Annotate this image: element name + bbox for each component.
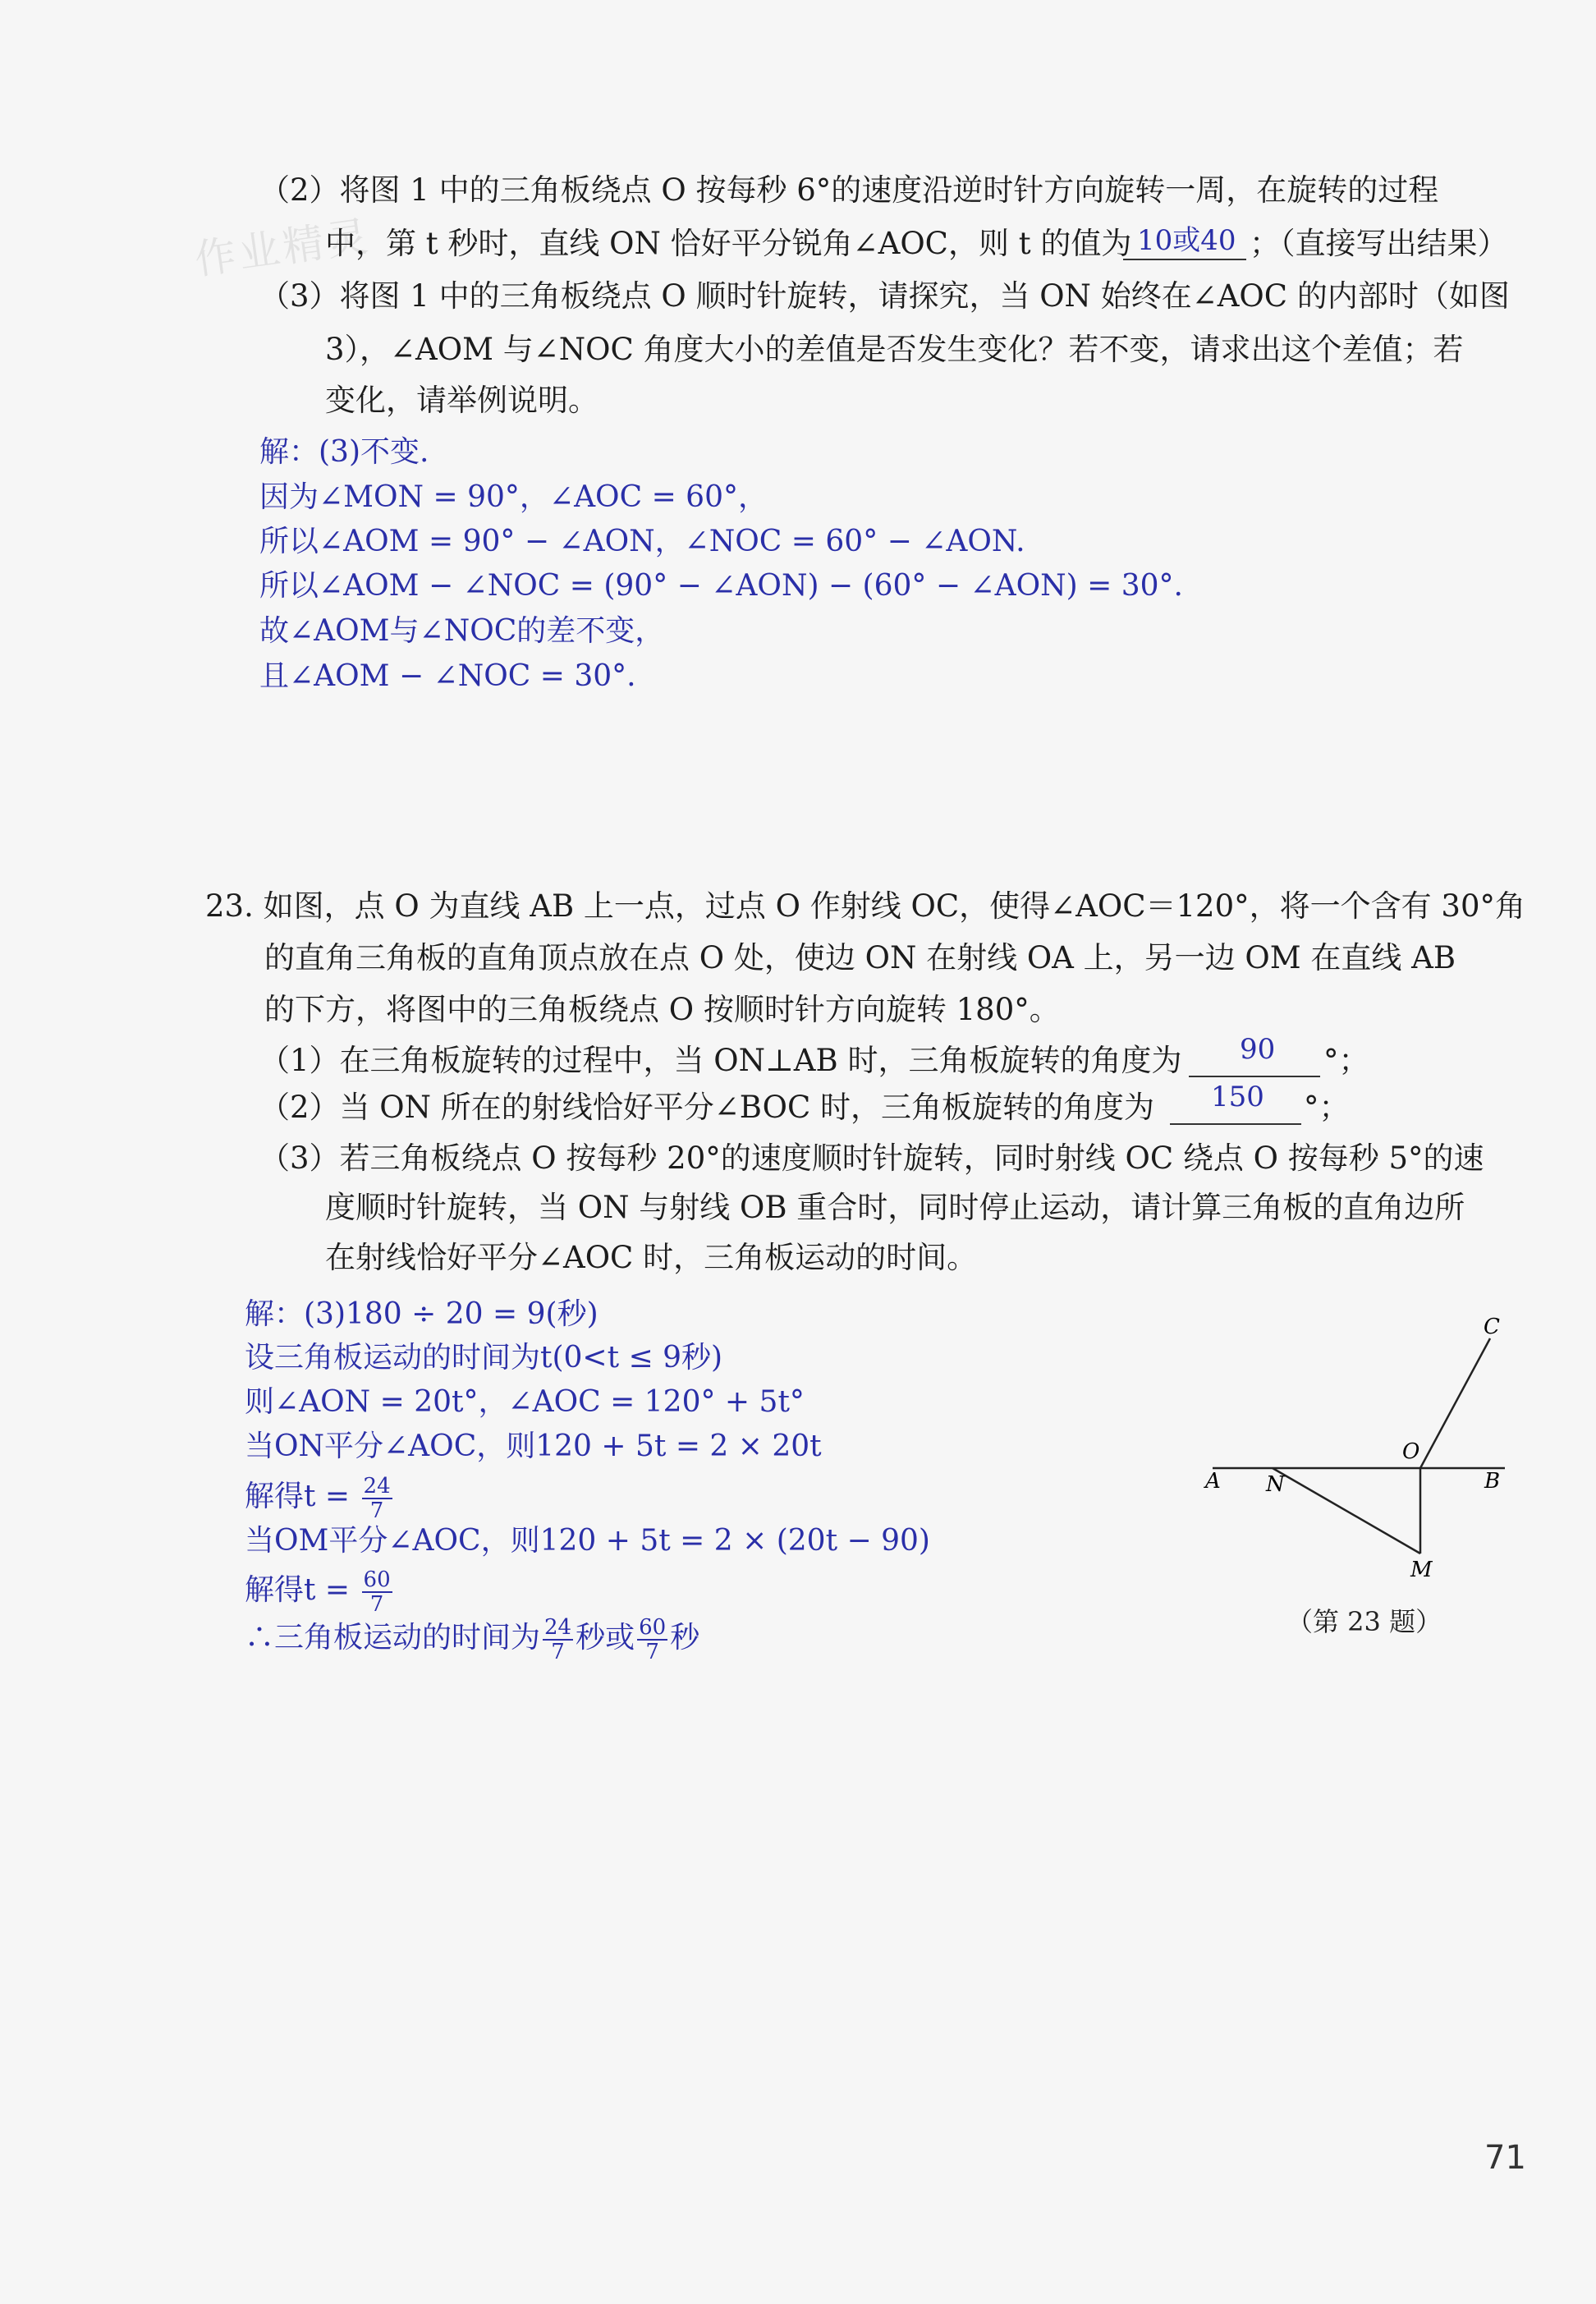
q23-solution-line8 — [245, 1616, 699, 1664]
q23-part1-blank — [1189, 1076, 1320, 1077]
q23-part1-answer: 90 — [1240, 1033, 1276, 1066]
q22-solution-line4: 所以∠AOM − ∠NOC = (90° − ∠AON) − (60° − ∠AON) = 30°. — [259, 569, 1183, 603]
q23-stem-line3: 的下方，将图中的三角板绕点 O 按顺时针方向旋转 180°。 — [264, 992, 1060, 1027]
q23-solution-line8-mid: 秒或 — [576, 1621, 635, 1655]
q23-solution-line2: 设三角板运动的时间为t(0<t ≤ 9秒) — [245, 1341, 723, 1375]
label-m: M — [1410, 1558, 1433, 1582]
q23-stem-line2: 的直角三角板的直角顶点放在点 O 处，使边 ON 在射线 OA 上，另一边 OM 在直线 AB — [264, 940, 1456, 975]
label-b: B — [1484, 1469, 1501, 1494]
q22-part3-line1: （3）将图 1 中的三角板绕点 O 顺时针旋转，请探究，当 ON 始终在∠AOC 的内部时（如图 — [259, 278, 1510, 314]
q23-solution-line7-prefix: 解得t = — [245, 1573, 360, 1607]
q23-stem-line1: 23. 如图，点 O 为直线 AB 上一点，过点 O 作射线 OC，使得∠AOC＝120°，将一个含有 30°角 — [205, 888, 1525, 924]
q22-part2-line1: （2）将图 1 中的三角板绕点 O 按每秒 6°的速度沿逆时针方向旋转一周，在旋转的过程 — [259, 172, 1439, 208]
label-n: N — [1266, 1472, 1285, 1497]
q23-solution-line3: 则∠AON = 20t°，∠AOC = 120° + 5t° — [245, 1385, 805, 1419]
q22-answer-blank — [1123, 259, 1246, 260]
fraction-60-7: $\frac{60}{7}$ — [639, 1615, 667, 1664]
q22-solution-line3: 所以∠AOM = 90° − ∠AON，∠NOC = 60° − ∠AON. — [259, 525, 1025, 558]
q22-part3-line3: 变化，请举例说明。 — [325, 383, 598, 418]
ray-oc — [1420, 1338, 1490, 1468]
q22-part3-line2: 3），∠AOM 与∠NOC 角度大小的差值是否发生变化？若不变，请求出这个差值；若 — [325, 332, 1464, 367]
q22-solution-line2: 因为∠MON = 90°，∠AOC = 60°， — [259, 480, 768, 514]
q23-solution-line4: 当ON平分∠AOC，则120 + 5t = 2 × 20t — [245, 1430, 822, 1463]
q23-part1-end: °； — [1323, 1043, 1369, 1078]
label-a: A — [1205, 1469, 1221, 1494]
q23-part1-text: （1）在三角板旋转的过程中，当 ON⊥AB 时，三角板旋转的角度为 — [259, 1043, 1182, 1078]
q23-figure — [1190, 1306, 1535, 1585]
q23-part3-line2: 度顺时针旋转，当 ON 与射线 OB 重合时，同时停止运动，请计算三角板的直角边所 — [325, 1190, 1465, 1225]
q23-part2-text: （2）当 ON 所在的射线恰好平分∠BOC 时，三角板旋转的角度为 — [259, 1090, 1155, 1125]
q23-solution-line8-end: 秒 — [670, 1621, 700, 1655]
q22-solution-line6: 且∠AOM − ∠NOC = 30°. — [259, 659, 636, 693]
page-number: 71 — [1484, 2139, 1526, 2177]
fraction-24-7: $\frac{24}{7}$ — [363, 1474, 391, 1523]
q23-solution-line8-prefix: ∴三角板运动的时间为 — [245, 1621, 541, 1655]
q23-part2-end: °； — [1304, 1090, 1350, 1125]
label-c: C — [1484, 1315, 1500, 1339]
q22-solution-line1: 解：(3)不变. — [259, 435, 429, 469]
figure-caption: （第 23 题） — [1286, 1606, 1442, 1637]
q23-solution-line5 — [245, 1475, 395, 1522]
q23-solution-line7 — [245, 1568, 395, 1616]
fraction-24-7: $\frac{24}{7}$ — [544, 1615, 572, 1664]
q23-part3-line1: （3）若三角板绕点 O 按每秒 20°的速度顺时针旋转，同时射线 OC 绕点 O 按每秒 5°的速 — [259, 1141, 1484, 1176]
q23-part3-line3: 在射线恰好平分∠AOC 时，三角板运动的时间。 — [325, 1240, 978, 1275]
q23-part2-blank — [1170, 1123, 1301, 1125]
q23-solution-line1: 解：(3)180 ÷ 20 = 9(秒) — [245, 1297, 598, 1331]
q23-solution-line6: 当OM平分∠AOC，则120 + 5t = 2 × (20t − 90) — [245, 1524, 930, 1558]
segment-nm — [1273, 1468, 1420, 1554]
q22-part2-line2a: 中，第 t 秒时，直线 ON 恰好平分锐角∠AOC，则 t 的值为 — [325, 226, 1132, 261]
fraction-60-7: $\frac{60}{7}$ — [363, 1567, 391, 1617]
q23-part2-answer: 150 — [1211, 1081, 1264, 1113]
q23-solution-line5-prefix: 解得t = — [245, 1480, 360, 1513]
label-o: O — [1402, 1439, 1420, 1464]
watermark: 作业精灵 — [191, 212, 374, 284]
q22-part2-line2b: ；（直接写出结果） — [1250, 226, 1508, 261]
q22-part2-answer: 10或40 — [1137, 224, 1236, 257]
q22-solution-line5: 故∠AOM与∠NOC的差不变， — [259, 614, 665, 648]
